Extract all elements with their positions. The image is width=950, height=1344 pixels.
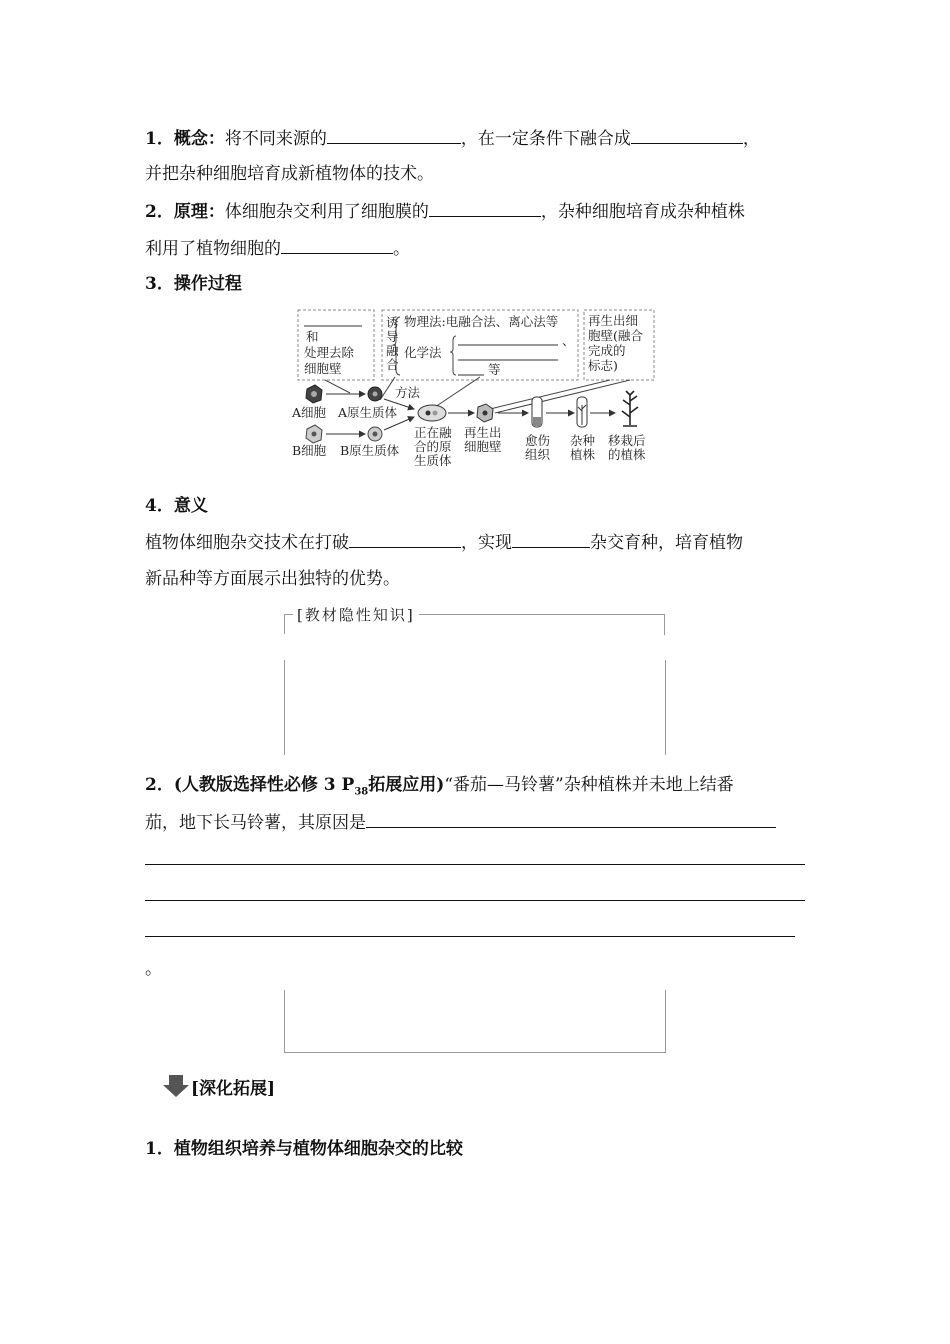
- cell-a-label: A细胞: [292, 405, 327, 420]
- hidden-knowledge-frame-bottom: [284, 990, 666, 1053]
- hk-q-source: (人教版选择性必修 3 P: [173, 775, 355, 795]
- fusing-nucleus-1: [426, 411, 431, 416]
- process-diagram: [290, 305, 670, 470]
- concept-blank-2[interactable]: [631, 127, 743, 144]
- regen-label-2: 细胞壁: [464, 439, 502, 454]
- fusing-protoplast: [418, 405, 446, 421]
- fusing-label-1: 正在融: [414, 425, 452, 440]
- protoplast-a-nucleus: [373, 392, 378, 397]
- box1-and: 和: [306, 329, 319, 344]
- box3-line4: 标志): [588, 358, 618, 373]
- induce-char-2: 导: [386, 329, 399, 344]
- significance-text-c: 杂交育种，培育植物: [590, 533, 743, 553]
- transplant-label-2: 的植株: [608, 447, 646, 462]
- hk-answer-line-3[interactable]: [145, 900, 805, 901]
- callus-label-1: 愈伤: [525, 433, 551, 448]
- principle-number: 2．: [145, 202, 174, 222]
- induce-char-4: 合: [386, 357, 399, 372]
- protoplast-b-label: B原生质体: [340, 443, 400, 458]
- fusing-label-2: 合的原: [414, 439, 452, 454]
- regen-label-1: 再生出: [464, 425, 502, 440]
- down-arrow-icon: [163, 1075, 189, 1097]
- hk-q-page: 38: [354, 786, 369, 798]
- box1-line2: 处理去除: [304, 345, 355, 360]
- box3-line2: 胞壁(融合: [588, 328, 643, 343]
- physical-method: 物理法:电融合法、离心法等: [404, 314, 559, 329]
- chem-deng: 等: [488, 362, 501, 377]
- extension-item1: [145, 1138, 807, 1160]
- extension-title: [深化拓展]: [191, 1079, 276, 1099]
- significance-line1: [145, 531, 807, 554]
- principle-line2: [145, 237, 807, 260]
- significance-heading: [145, 495, 807, 517]
- process-number: 3．: [145, 274, 174, 294]
- principle-blank-2[interactable]: [281, 237, 393, 254]
- protoplast-b-nucleus: [373, 432, 378, 437]
- significance-number: 4．: [145, 496, 174, 516]
- transplant-label-1: 移栽后: [608, 433, 646, 448]
- regenerated-nucleus: [483, 411, 488, 416]
- principle-blank-1[interactable]: [429, 200, 541, 217]
- hk-q-text-a: “番茄—马铃薯”杂种植株并未地上结番: [444, 775, 734, 795]
- transplanted-plant: [622, 391, 638, 425]
- significance-blank-2[interactable]: [512, 531, 590, 548]
- principle-line1: [145, 200, 807, 223]
- concept-line1: [145, 127, 807, 150]
- hybrid-label-1: 杂种: [570, 433, 596, 448]
- callus-tissue: [533, 417, 541, 426]
- chem-comma: 、: [562, 333, 575, 348]
- principle-line2-b: 。: [393, 239, 410, 259]
- hk-q-number: 2．: [145, 775, 174, 795]
- hidden-knowledge-frame-sides: [284, 660, 666, 755]
- extension-item1-text: 植物组织培养与植物体细胞杂交的比较: [173, 1139, 463, 1159]
- significance-head: 意义: [173, 496, 208, 516]
- hk-q-source-end: 拓展应用): [368, 775, 445, 795]
- hk-question-line1: [145, 774, 807, 803]
- hk-question-line2: [145, 811, 807, 834]
- concept-text-b: ，在一定条件下融合成: [460, 129, 631, 149]
- induce-char-3: 融: [386, 343, 399, 358]
- fusing-label-3: 生质体: [414, 453, 452, 468]
- hk-answer-line-4[interactable]: [145, 936, 795, 937]
- significance-text-a: 植物体细胞杂交技术在打破: [145, 533, 349, 553]
- process-head: 操作过程: [173, 274, 242, 294]
- concept-blank-1[interactable]: [327, 127, 461, 144]
- hk-answer-blank-1[interactable]: [366, 811, 776, 828]
- concept-line2: 并把杂种细胞培育成新植物体的技术。: [145, 164, 434, 184]
- pointer-wall-1: [490, 380, 610, 409]
- box1-line3: 细胞壁: [304, 361, 342, 376]
- box3-line3: 完成的: [588, 343, 626, 358]
- hybrid-label-2: 植株: [570, 447, 596, 462]
- concept-head: 概念：: [173, 129, 225, 149]
- principle-text-b: ，杂种细胞培育成杂种植株: [540, 202, 745, 222]
- hk-q-text-b: 茄，地下长马铃薯，其原因是: [145, 813, 366, 833]
- process-heading: [145, 273, 807, 295]
- cell-a-nucleus: [311, 391, 317, 397]
- concept-text-a: 将不同来源的: [224, 129, 327, 149]
- pointer-wall-2: [495, 380, 630, 413]
- cell-b-label: B细胞: [292, 443, 327, 458]
- principle-text-a: 体细胞杂交利用了细胞膜的: [224, 202, 429, 222]
- pointer-fusion: [432, 377, 480, 409]
- brace-inner: [450, 336, 456, 375]
- concept-number: 1．: [145, 129, 174, 149]
- principle-head: 原理：: [173, 202, 225, 222]
- significance-blank-1[interactable]: [349, 531, 461, 548]
- method-label: 方法: [395, 385, 421, 400]
- fusing-nucleus-2: [433, 411, 438, 416]
- extension-item1-number: 1．: [145, 1139, 174, 1159]
- cell-b-nucleus: [312, 432, 317, 437]
- hk-answer-line-2[interactable]: [145, 864, 805, 865]
- callus-label-2: 组织: [525, 447, 551, 462]
- hidden-knowledge-frame-corner: [284, 614, 285, 634]
- chemical-method: 化学法: [404, 345, 442, 360]
- hidden-knowledge-title: [教材隐性知识]: [293, 604, 419, 625]
- principle-line2-a: 利用了植物细胞的: [145, 239, 281, 259]
- protoplast-a-label: A原生质体: [338, 405, 398, 420]
- significance-text-b: ，实现: [461, 533, 512, 553]
- pointer-box1: [325, 380, 350, 393]
- significance-line2: 新品种等方面展示出独特的优势。: [145, 569, 400, 589]
- hk-answer-end: 。: [145, 959, 162, 979]
- box3-line1: 再生出细: [588, 313, 639, 328]
- induce-char-1: 诱: [386, 315, 399, 330]
- concept-text-c: ，: [742, 129, 760, 149]
